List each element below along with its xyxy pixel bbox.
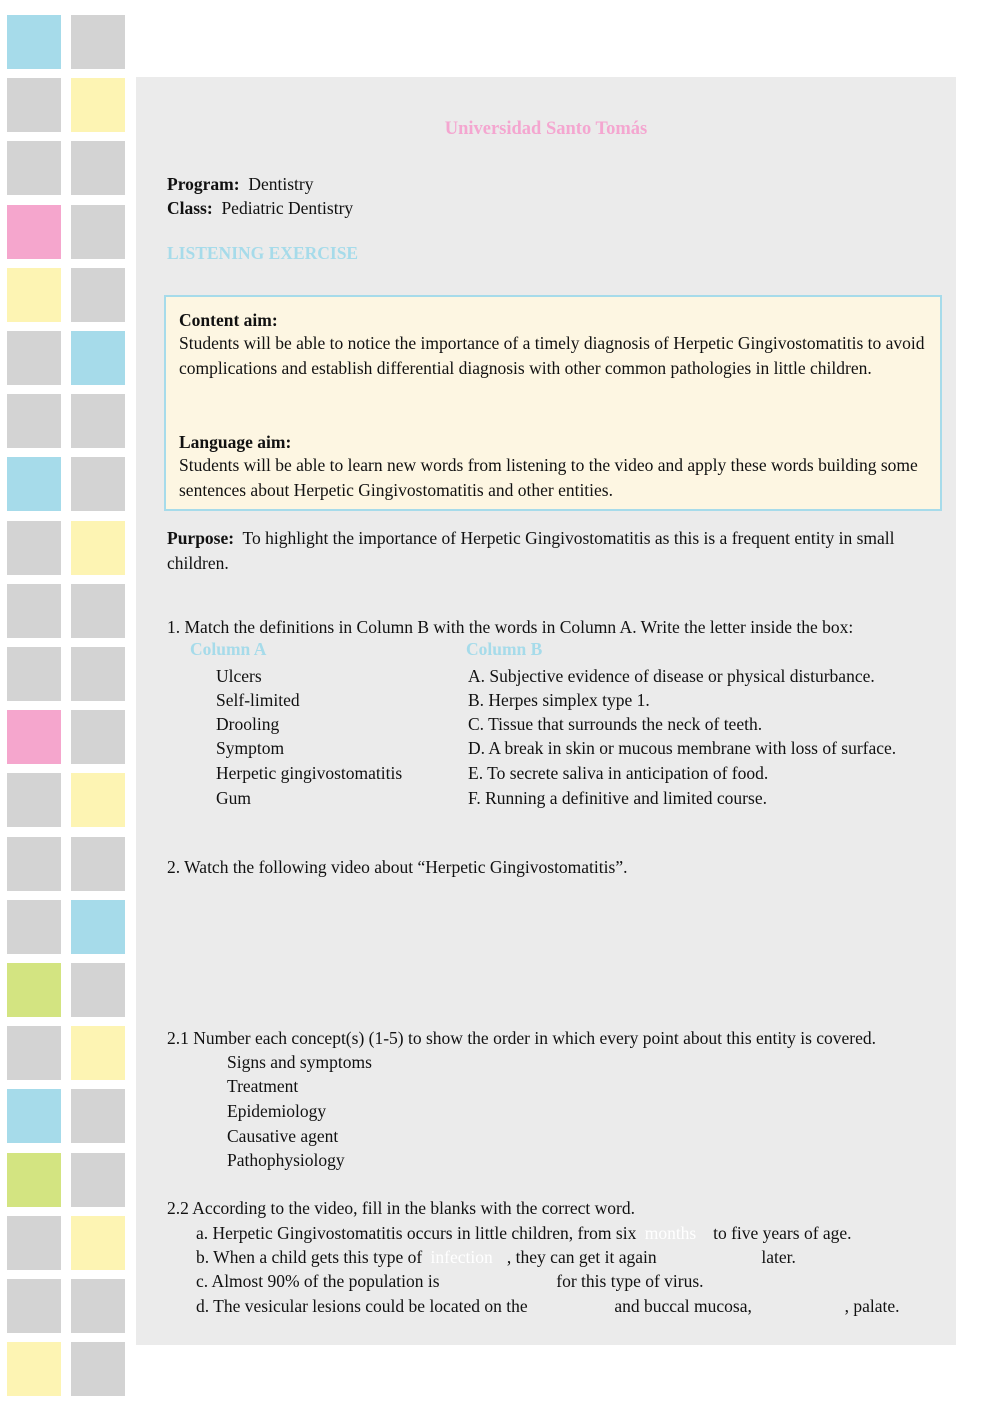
decorative-tile (7, 205, 61, 259)
column-a-item: Ulcers (216, 666, 262, 686)
content-aim-text: Students will be able to notice the importance of a timely diagnosis of Herpetic Gingivostomatitis to avoid complications and establish differential diagnosis with other common pathologies in little children. (179, 333, 925, 378)
fill-blank-d-middle: and buccal mucosa, (614, 1296, 752, 1316)
decorative-tile (71, 205, 125, 259)
column-b-item: D. A break in skin or mucous membrane with loss of surface. (468, 738, 897, 758)
fill-blank-d-suffix: , palate. (844, 1296, 900, 1316)
decorative-tile (71, 1089, 125, 1143)
decorative-tile (71, 1279, 125, 1333)
decorative-tile (71, 710, 125, 764)
decorative-tile (7, 331, 61, 385)
language-aim-label: Language aim: (179, 432, 292, 452)
decorative-tile (71, 457, 125, 511)
exercise-title: LISTENING EXERCISE (167, 243, 359, 263)
decorative-tile (71, 78, 125, 132)
decorative-tile (7, 837, 61, 891)
fill-blank-c (196, 1269, 704, 1293)
concept-item: Epidemiology (227, 1101, 327, 1121)
decorative-tile (71, 584, 125, 638)
language-aim-text: Students will be able to learn new words from listening to the video and apply these words building some sentences about Herpetic Gingivostomatitis and other entities. (179, 455, 918, 500)
decorative-tile (7, 141, 61, 195)
exercise2-1-instruction: 2.1 Number each concept(s) (1-5) to show the order in which every point about this entity is covered. (167, 1028, 877, 1048)
decorative-tile (71, 394, 125, 448)
decorative-tile (7, 457, 61, 511)
blank-a-answer[interactable]: months (644, 1223, 697, 1243)
decorative-tile (7, 1153, 61, 1207)
column-b-title: Column B (466, 639, 543, 659)
worksheet-page (136, 77, 956, 1345)
decorative-tile (71, 1216, 125, 1270)
fill-blank-a-prefix: a. Herpetic Gingivostomatitis occurs in little children, from six (196, 1223, 637, 1243)
decorative-tile (7, 78, 61, 132)
column-b-item: C. Tissue that surrounds the neck of teeth. (468, 714, 763, 734)
decorative-tile (7, 394, 61, 448)
decorative-tile (7, 1216, 61, 1270)
decorative-tile (71, 1026, 125, 1080)
fill-blank-a (196, 1221, 852, 1245)
column-a-item: Drooling (216, 714, 280, 734)
column-b-item: F. Running a definitive and limited course. (468, 788, 767, 808)
decorative-tile (71, 1153, 125, 1207)
decorative-tile (7, 584, 61, 638)
fill-blank-d-prefix: d. The vesicular lesions could be located on the (196, 1296, 528, 1316)
purpose-text: To highlight the importance of Herpetic Gingivostomatitis as this is a frequent entity in small children. (167, 528, 895, 573)
decorative-tile (7, 963, 61, 1017)
exercise2-instruction: 2. Watch the following video about “Herpetic Gingivostomatitis”. (167, 857, 628, 877)
decorative-tile (71, 521, 125, 575)
fill-blank-b-prefix: b. When a child gets this type of (196, 1247, 423, 1267)
column-b-item: A. Subjective evidence of disease or physical disturbance. (468, 666, 875, 686)
fill-blank-b-middle: , they can get it again (506, 1247, 657, 1267)
decorative-tile (7, 1342, 61, 1396)
column-a-item: Symptom (216, 738, 285, 758)
column-a-item: Gum (216, 788, 251, 808)
class-value: Pediatric Dentistry (221, 198, 354, 218)
fill-blank-b-suffix: later. (761, 1247, 796, 1267)
exercise2-2-instruction: 2.2 According to the video, fill in the blanks with the correct word. (167, 1198, 636, 1218)
content-aim-label: Content aim: (179, 310, 278, 330)
decorative-tile (71, 773, 125, 827)
column-a-item: Self-limited (216, 690, 300, 710)
decorative-tile (7, 1026, 61, 1080)
decorative-tile (71, 331, 125, 385)
blank-b-answer[interactable]: infection (430, 1247, 493, 1267)
concept-item: Pathophysiology (227, 1150, 345, 1170)
decorative-tile (71, 900, 125, 954)
decorative-tile (71, 268, 125, 322)
fill-blank-b (196, 1245, 796, 1269)
decorative-tile (71, 837, 125, 891)
program-value: Dentistry (248, 174, 314, 194)
decorative-tile (71, 1342, 125, 1396)
concept-item: Causative agent (227, 1126, 339, 1146)
program-label: Program: (167, 174, 240, 194)
program-line (167, 172, 313, 196)
fill-blank-c-prefix: c. Almost 90% of the population is (196, 1271, 440, 1291)
column-b-item: B. Herpes simplex type 1. (468, 690, 650, 710)
decorative-tile (7, 710, 61, 764)
class-label: Class: (167, 198, 213, 218)
fill-blank-d (196, 1294, 900, 1318)
purpose-paragraph (167, 526, 947, 575)
fill-blank-a-suffix: to five years of age. (713, 1223, 852, 1243)
purpose-label: Purpose: (167, 528, 235, 548)
column-a-item: Herpetic gingivostomatitis (216, 763, 403, 783)
university-title: Universidad Santo Tomás (444, 119, 648, 139)
exercise1-instruction: 1. Match the definitions in Column B with the words in Column A. Write the letter inside the box: (167, 617, 854, 637)
concept-item: Treatment (227, 1076, 299, 1096)
decorative-tile (7, 1089, 61, 1143)
decorative-tile (71, 141, 125, 195)
decorative-tile (71, 963, 125, 1017)
decorative-tile (7, 521, 61, 575)
decorative-tile (71, 647, 125, 701)
decorative-tile (7, 647, 61, 701)
decorative-tile (7, 15, 61, 69)
fill-blank-c-suffix: for this type of virus. (556, 1271, 704, 1291)
decorative-tile (7, 268, 61, 322)
aims-box (164, 295, 942, 511)
decorative-tile (7, 773, 61, 827)
concept-item: Signs and symptoms (227, 1052, 372, 1072)
decorative-tile (7, 900, 61, 954)
decorative-tile (71, 15, 125, 69)
column-a-title: Column A (190, 639, 267, 659)
column-b-item: E. To secrete saliva in anticipation of food. (468, 763, 769, 783)
decorative-tile (7, 1279, 61, 1333)
class-line (167, 196, 353, 220)
